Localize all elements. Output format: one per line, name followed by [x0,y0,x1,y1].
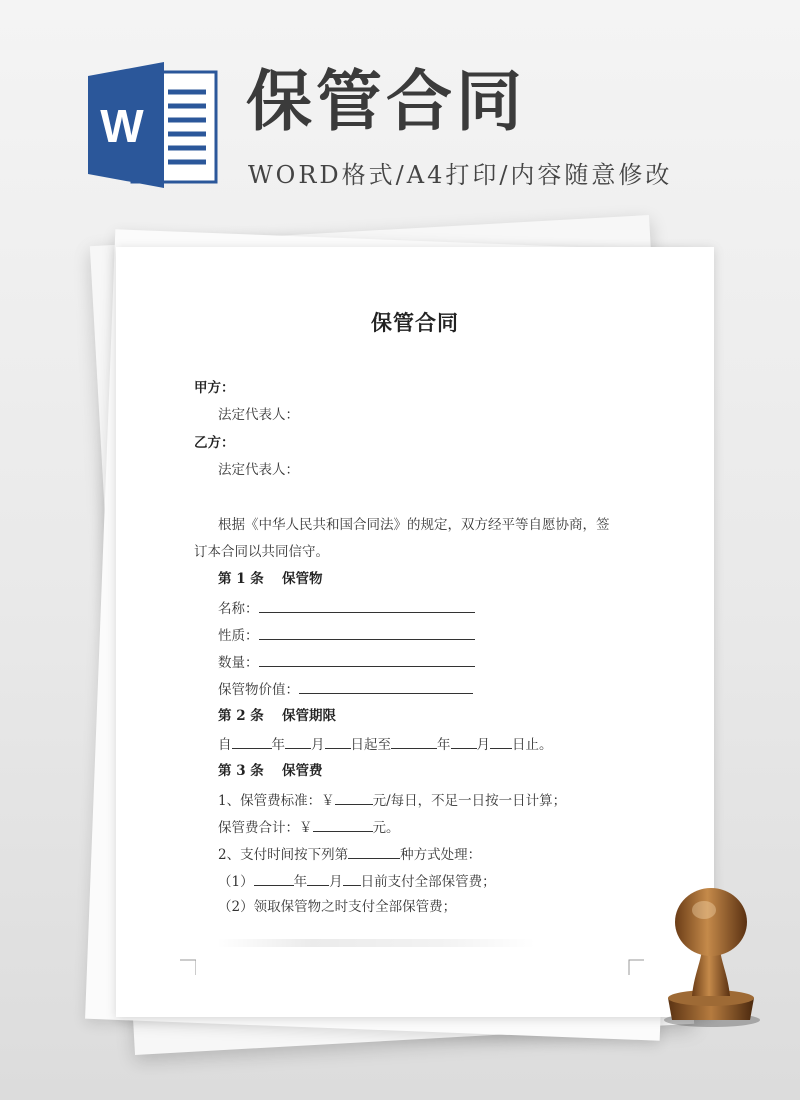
article-2-title: 第 2 条 保管期限 [218,708,336,724]
field-nature [218,625,475,645]
word-logo-letter: W [100,100,144,152]
blank [313,817,373,832]
party-b-representative: 法定代表人： [218,462,299,478]
fee-total-unit: 元。 [372,820,400,836]
word-icon [88,62,218,188]
field-name-label: 名称： [218,601,259,617]
banner [0,0,800,230]
blurred-text-line [216,939,536,947]
blank [451,734,477,749]
period-year-2: 年 [437,737,451,753]
option-1-month: 月 [329,874,343,890]
crop-mark-icon [628,959,644,975]
fee-standard [218,790,566,810]
option-1-year: 年 [293,874,308,890]
fee-standard-label: 1、保管费标准：￥ [218,793,335,809]
blank [232,734,272,749]
document-title: 保管合同 [371,310,459,335]
fee-total [218,817,400,837]
period-day-to: 日起至 [350,737,391,753]
party-a-label: 甲方： [194,380,235,396]
period-year: 年 [271,737,285,753]
payment-method-suffix: 种方式处理： [400,847,482,863]
blank [391,734,437,749]
period-line [218,734,553,754]
article-3-title: 第 3 条 保管费 [218,763,323,779]
field-value [218,679,473,699]
document-page [116,247,714,1017]
blank [307,871,329,886]
article-1-title: 第 1 条 保管物 [218,571,323,587]
period-month: 月 [311,737,325,753]
party-a-representative: 法定代表人： [218,407,299,423]
field-value-label: 保管物价值： [218,682,299,698]
field-nature-blank [259,625,475,640]
period-from: 自 [218,737,232,753]
payment-option-2: （2）领取保管物之时支付全部保管费； [218,899,457,915]
payment-method-label: 2、支付时间按下列第 [218,847,349,863]
period-month-2: 月 [476,737,490,753]
period-end: 日止。 [512,737,553,753]
crop-mark-icon [180,959,196,975]
blank [254,871,294,886]
option-1-number: （1） [218,874,254,890]
party-b-label: 乙方： [194,435,235,451]
fee-standard-rule: 元/每日，不足一日按一日计算； [372,793,567,809]
payment-option-1 [218,871,496,891]
field-quantity [218,652,475,672]
fee-total-label: 保管费合计：￥ [218,820,313,836]
field-name [218,598,475,618]
field-quantity-blank [259,652,475,667]
blank [335,790,373,805]
subtitle: WORD格式/A4打印/内容随意修改 [248,161,673,189]
field-name-blank [259,598,475,613]
rubber-stamp-icon [650,880,770,1030]
field-nature-label: 性质： [218,628,259,644]
main-title: 保管合同 [246,63,526,140]
field-quantity-label: 数量： [218,655,259,671]
payment-method [218,844,481,864]
blank [348,844,400,859]
blank [285,734,311,749]
blank [343,871,361,886]
field-value-blank [299,679,473,694]
preamble-line-1: 根据《中华人民共和国合同法》的规定，双方经平等自愿协商，签 [218,517,610,533]
blank [325,734,351,749]
option-1-text: 日前支付全部保管费； [360,874,496,890]
blank [490,734,512,749]
preamble-line-2: 订本合同以共同信守。 [194,544,329,560]
